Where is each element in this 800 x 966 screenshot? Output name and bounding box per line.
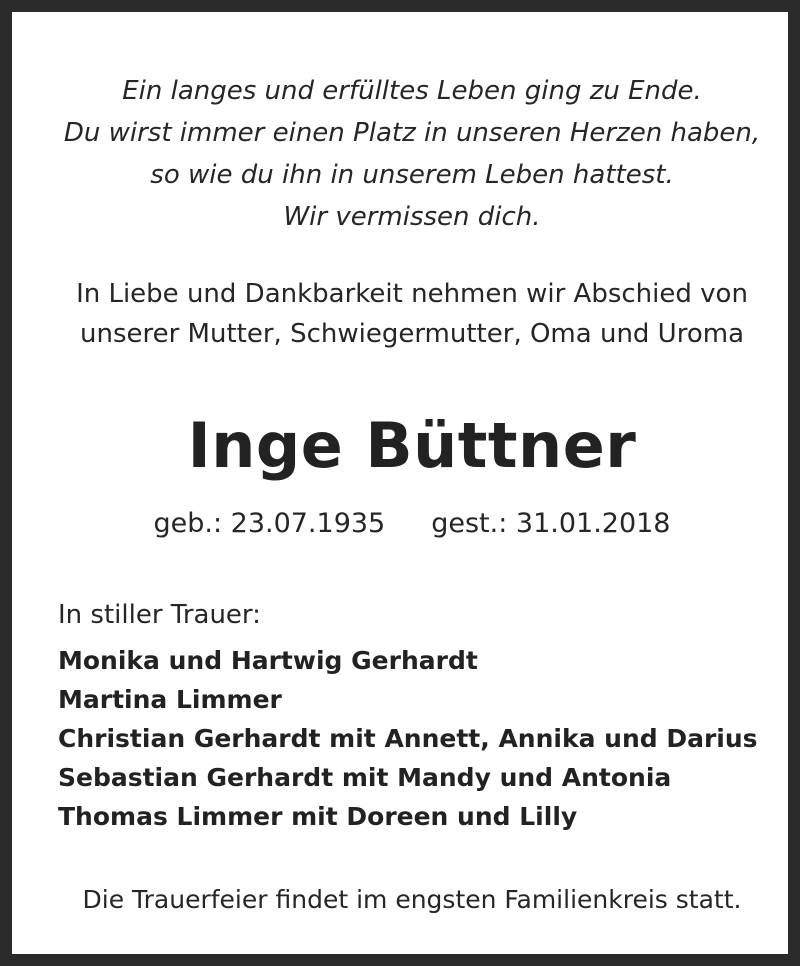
funeral-note: Die Trauerfeier findet im engsten Familienkreis statt. [82, 885, 742, 914]
birth-date: geb.: 23.07.1935 [153, 508, 386, 539]
poem-line: Wir vermissen dich. [283, 202, 541, 232]
deceased-name: Inge Büttner [187, 409, 637, 482]
mourning-label: In stiller Trauer: [58, 600, 261, 630]
mourners-list [58, 641, 758, 836]
mourner-entry: Sebastian Gerhardt mit Mandy und Antonia [58, 763, 672, 792]
memorial-poem [12, 70, 800, 238]
mourner-entry: Monika und Hartwig Gerhardt [58, 646, 478, 675]
mourner-entry: Martina Limmer [58, 685, 282, 714]
intro-line: unserer Mutter, Schwiegermutter, Oma und Uroma [79, 319, 744, 349]
poem-line: so wie du ihn in unserem Leben hattest. [150, 160, 674, 190]
farewell-intro [12, 274, 800, 354]
mourner-entry: Christian Gerhardt mit Annett, Annika und Darius [58, 724, 758, 753]
intro-line: In Liebe und Dankbarkeit nehmen wir Abschied von [76, 279, 748, 309]
life-dates [12, 504, 800, 544]
poem-line: Ein langes und erfülltes Leben ging zu Ende. [122, 76, 702, 106]
poem-line: Du wirst immer einen Platz in unseren Herzen haben, [63, 118, 761, 148]
mourner-entry: Thomas Limmer mit Doreen und Lilly [58, 802, 578, 831]
death-date: gest.: 31.01.2018 [431, 508, 671, 539]
